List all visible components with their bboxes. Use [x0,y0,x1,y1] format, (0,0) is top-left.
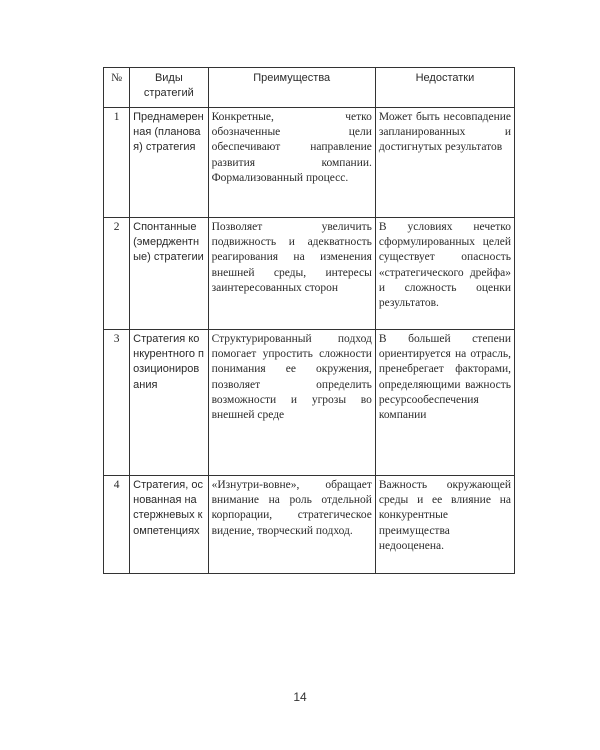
strategy-disadvantages: Важность окружающей среды и ее влияние на конкурентные преимущества недооценена. [375,476,514,574]
strategy-advantages: «Изнутри-вовне», обращает внимание на роль отдельной корпорации, стратегическое видение, творческий подход. [208,476,375,574]
strategy-type: Стратегия конкурентного позиционирования [130,330,208,476]
strategy-type: Преднамеренная (плановая) стратегия [130,108,208,218]
strategy-advantages: Конкретные, четко обозначенные цели обеспечивают направление развития компании. Формализованный процесс. [208,108,375,218]
table-row [104,218,515,330]
header-advantages: Преимущества [208,68,375,108]
strategy-disadvantages: В большей степени ориентируется на отрасль, пренебрегает факторами, определяющими важность ресурсообеспечения компании [375,330,514,476]
strategy-type: Стратегия, основанная на стержневых компетенциях [130,476,208,574]
row-number: 3 [104,330,130,476]
row-number: 2 [104,218,130,330]
table-row [104,476,515,574]
header-disadvantages: Недостатки [375,68,514,108]
page-number: 14 [293,690,307,704]
table-row [104,330,515,476]
row-number: 1 [104,108,130,218]
row-number: 4 [104,476,130,574]
strategy-disadvantages: Может быть несовпадение запланированных и достигнутых результатов [375,108,514,218]
header-strategy-types: Виды стратегий [130,68,208,108]
strategy-type: Спонтанные (эмерджентные) стратегии [130,218,208,330]
table-header-row [104,68,515,108]
header-number: № [104,68,130,108]
table-row [104,108,515,218]
strategy-advantages: Структурированный подход помогает упростить сложности понимания ее окружения, позволяет определить возможности и угрозы во внешней среде [208,330,375,476]
strategy-advantages: Позволяет увеличить подвижность и адекватность реагирования на изменения внешней среды, интересы заинтересованных сторон [208,218,375,330]
strategy-disadvantages: В условиях нечетко сформулированных целей существует опасность «стратегического дрейфа» и сложность оценки результатов. [375,218,514,330]
strategies-table [103,67,515,574]
